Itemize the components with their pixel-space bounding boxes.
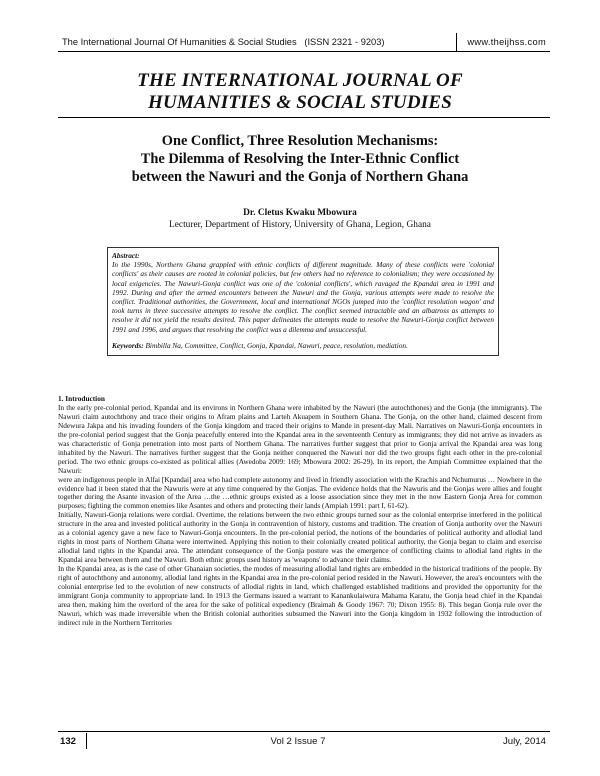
volume-issue: Vol 2 Issue 7 xyxy=(270,735,326,747)
header-rule xyxy=(58,51,550,52)
section-heading: 1. Introduction xyxy=(58,394,105,403)
journal-title xyxy=(0,70,600,114)
keywords-label: Keywords: xyxy=(112,340,144,350)
footer-divider xyxy=(86,733,87,749)
author-affiliation: Lecturer, Department of History, University of Ghana, Legion, Ghana xyxy=(169,220,431,230)
author-name: Dr. Cletus Kwaku Mbowura xyxy=(243,208,357,218)
body-paragraph: In the early pre-colonial period, Kpandai and its environs in Northern Ghana were inhabited by the Nawuri (the autochthones) and the Gonja (the immigrants). The Nawuri claim autochthony and trace their origins to Afram plains and Larteh Akuapem in Southern Ghana. The Gonja, on the other hand, claimed descent from Ndewura Jakpa and his invading founders of the Gonja kingdom and traced their origins to Mande in present-day Mali. Narratives on Nawuri-Gonja encounters in the pre-colonial period suggest that the Gonja peacefully entered into the Kpandai area in the seventeenth Century as immigrants; they did not arrive as invaders as was characteristic of Gonja penetration into most parts of Northern Ghana. The narratives further suggest that prior to Gonja arrival the Kpandai area was long inhabited by the Nawuri. The narratives further suggest that the Gonja neither conquered the Nawuri nor did the two groups fight each other in the pre-colonial period. The two ethnic groups co-existed as political allies (Awedoba 2009: 169; Mbowura 2002: 26-29). In its report, the Ampiah Committee explained that the Nawuri: xyxy=(58,402,542,475)
abstract-text: In the 1990s, Northern Ghana grappled with ethnic conflicts of different magnitude. Many of these conflicts were 'colonial conflicts' as their causes are rooted in colonial policies, but few others had no reference to colonialism; they were occasioned by local exigencies. The Nawuri-Gonja conflict was one of the 'colonial conflicts', which ravaged the Kpandai area in 1991 and 1992. During and after the armed encounters between the Nawuri and the Gonja, various attempts were made to resolve the conflict. Traditional authorities, the Government, local and international NGOs jumped into the 'conflict resolution wagon' and took turns in three successive attempts to resolve the conflict. The conflict seemed intractable and an albatross as attempts to resolve it did not yield the results desired. This paper delineates the attempts made to resolve the Nawuri-Gonja conflict between 1991 and 1996, and argues that resolving the conflict was a dilemma and unsuccessful. xyxy=(112,260,494,334)
block-quote: were an indigenous people in Alfai [Kpandai] area who had complete autonomy and lived in friendly association with the Krachis and Nchumurus … Nowhere in the evidence had it been stated that the Nawuris were at any time conquered by the Gonjas. The evidence holds that the Nawuris and the Gonjas were allies and fought together during the Asante invasion of the Area …the …ethnic groups existed as a loose association since they met in the now Eastern Gonja Area for common purposes; fighting the common enemies like Asantes and others and protecting their lands (Ampiah 1991: part I, 61-62). xyxy=(58,474,542,511)
header-issn: (ISSN 2321 - 9203) xyxy=(304,37,385,47)
paper-title-line2: The Dilemma of Resolving the Inter-Ethnic Conflict xyxy=(140,151,460,167)
abstract-box xyxy=(107,247,499,356)
header-journal-name: The International Journal Of Humanities & Social Studies (ISSN 2321 - 9203) xyxy=(62,37,385,47)
article-body xyxy=(58,395,542,628)
paper-title-line1: One Conflict, Three Resolution Mechanisms: xyxy=(161,133,439,149)
running-footer xyxy=(60,734,546,748)
body-paragraph: In the Kpandai area, as is the case of other Ghanaian societies, the modes of measuring allodial land rights are embedded in the historical traditions of the people. By right of autochthony and autonomy, allodial land rights in the Kpandai area in the pre-colonial period resided in the Nawuri. However, the area's encounters with the colonial enterprise led to the evolution of new constructs of allodial rights in land, which challenged established traditions and provided the opportunity for the immigrant Gonja community to appropriate land. In 1913 the Germans issued a warrant to Kanankulaiwura Mahama Karatu, the Gonja head chief in the Kpandai area then, making him the overlord of the area for the sake of political expediency (Braimah & Goody 1967: 70; Dixon 1955: 8). This began Gonja rule over the Nawuri, which was made irreversible when the British colonial authorities subsumed the Nawuri into the Gonja kingdom in 1932 following the introduction of indirect rule in the Northern Territories xyxy=(58,564,542,627)
keywords xyxy=(112,341,494,350)
title-rule xyxy=(58,117,550,118)
header-url[interactable]: www.theijhss.com xyxy=(467,37,546,47)
running-header xyxy=(62,34,546,50)
page-number: 132 xyxy=(60,735,77,747)
author-block xyxy=(0,207,600,231)
journal-title-line1: THE INTERNATIONAL JOURNAL OF xyxy=(137,70,463,91)
footer-rule xyxy=(58,731,550,732)
header-divider xyxy=(456,33,457,51)
body-paragraph: Initially, Nawuri-Gonja relations were cordial. Overtime, the relations between the two ethnic groups turned sour as the colonial enterprise interfered in the political structure in the area and invested political authority in the Gonja in contravention of history, customs and tradition. The creation of Gonja authority over the Nawuri as a colonial agency gave a new face to Nawuri-Gonja encounters. In the pre-colonial period, the notions of the boundaries of political authority and allodial land rights in most parts of Northern Ghana were intertwined. Applying this notion to their colonially created political authority, the Gonja began to claim and exercise allodial land rights in the Kpandai area. The attendant consequence of the Gonja posture was the emergence of conflicting claims to allodial land rights in the Kpandai area between them and the Nawuri. Both ethnic groups used history as 'weapons' to advance their claims. xyxy=(58,510,542,565)
abstract-label: Abstract: xyxy=(112,251,140,260)
paper-title-line3: between the Nawuri and the Gonja of Northern Ghana xyxy=(131,169,469,185)
issue-date: July, 2014 xyxy=(502,735,546,747)
paper-title xyxy=(0,132,600,186)
journal-title-line2: HUMANITIES & SOCIAL STUDIES xyxy=(147,92,453,113)
keywords-text: Bimbilla Na, Committee, Conflict, Gonja, Kpandai, Nawuri, peace, resolution, mediation. xyxy=(145,340,408,350)
